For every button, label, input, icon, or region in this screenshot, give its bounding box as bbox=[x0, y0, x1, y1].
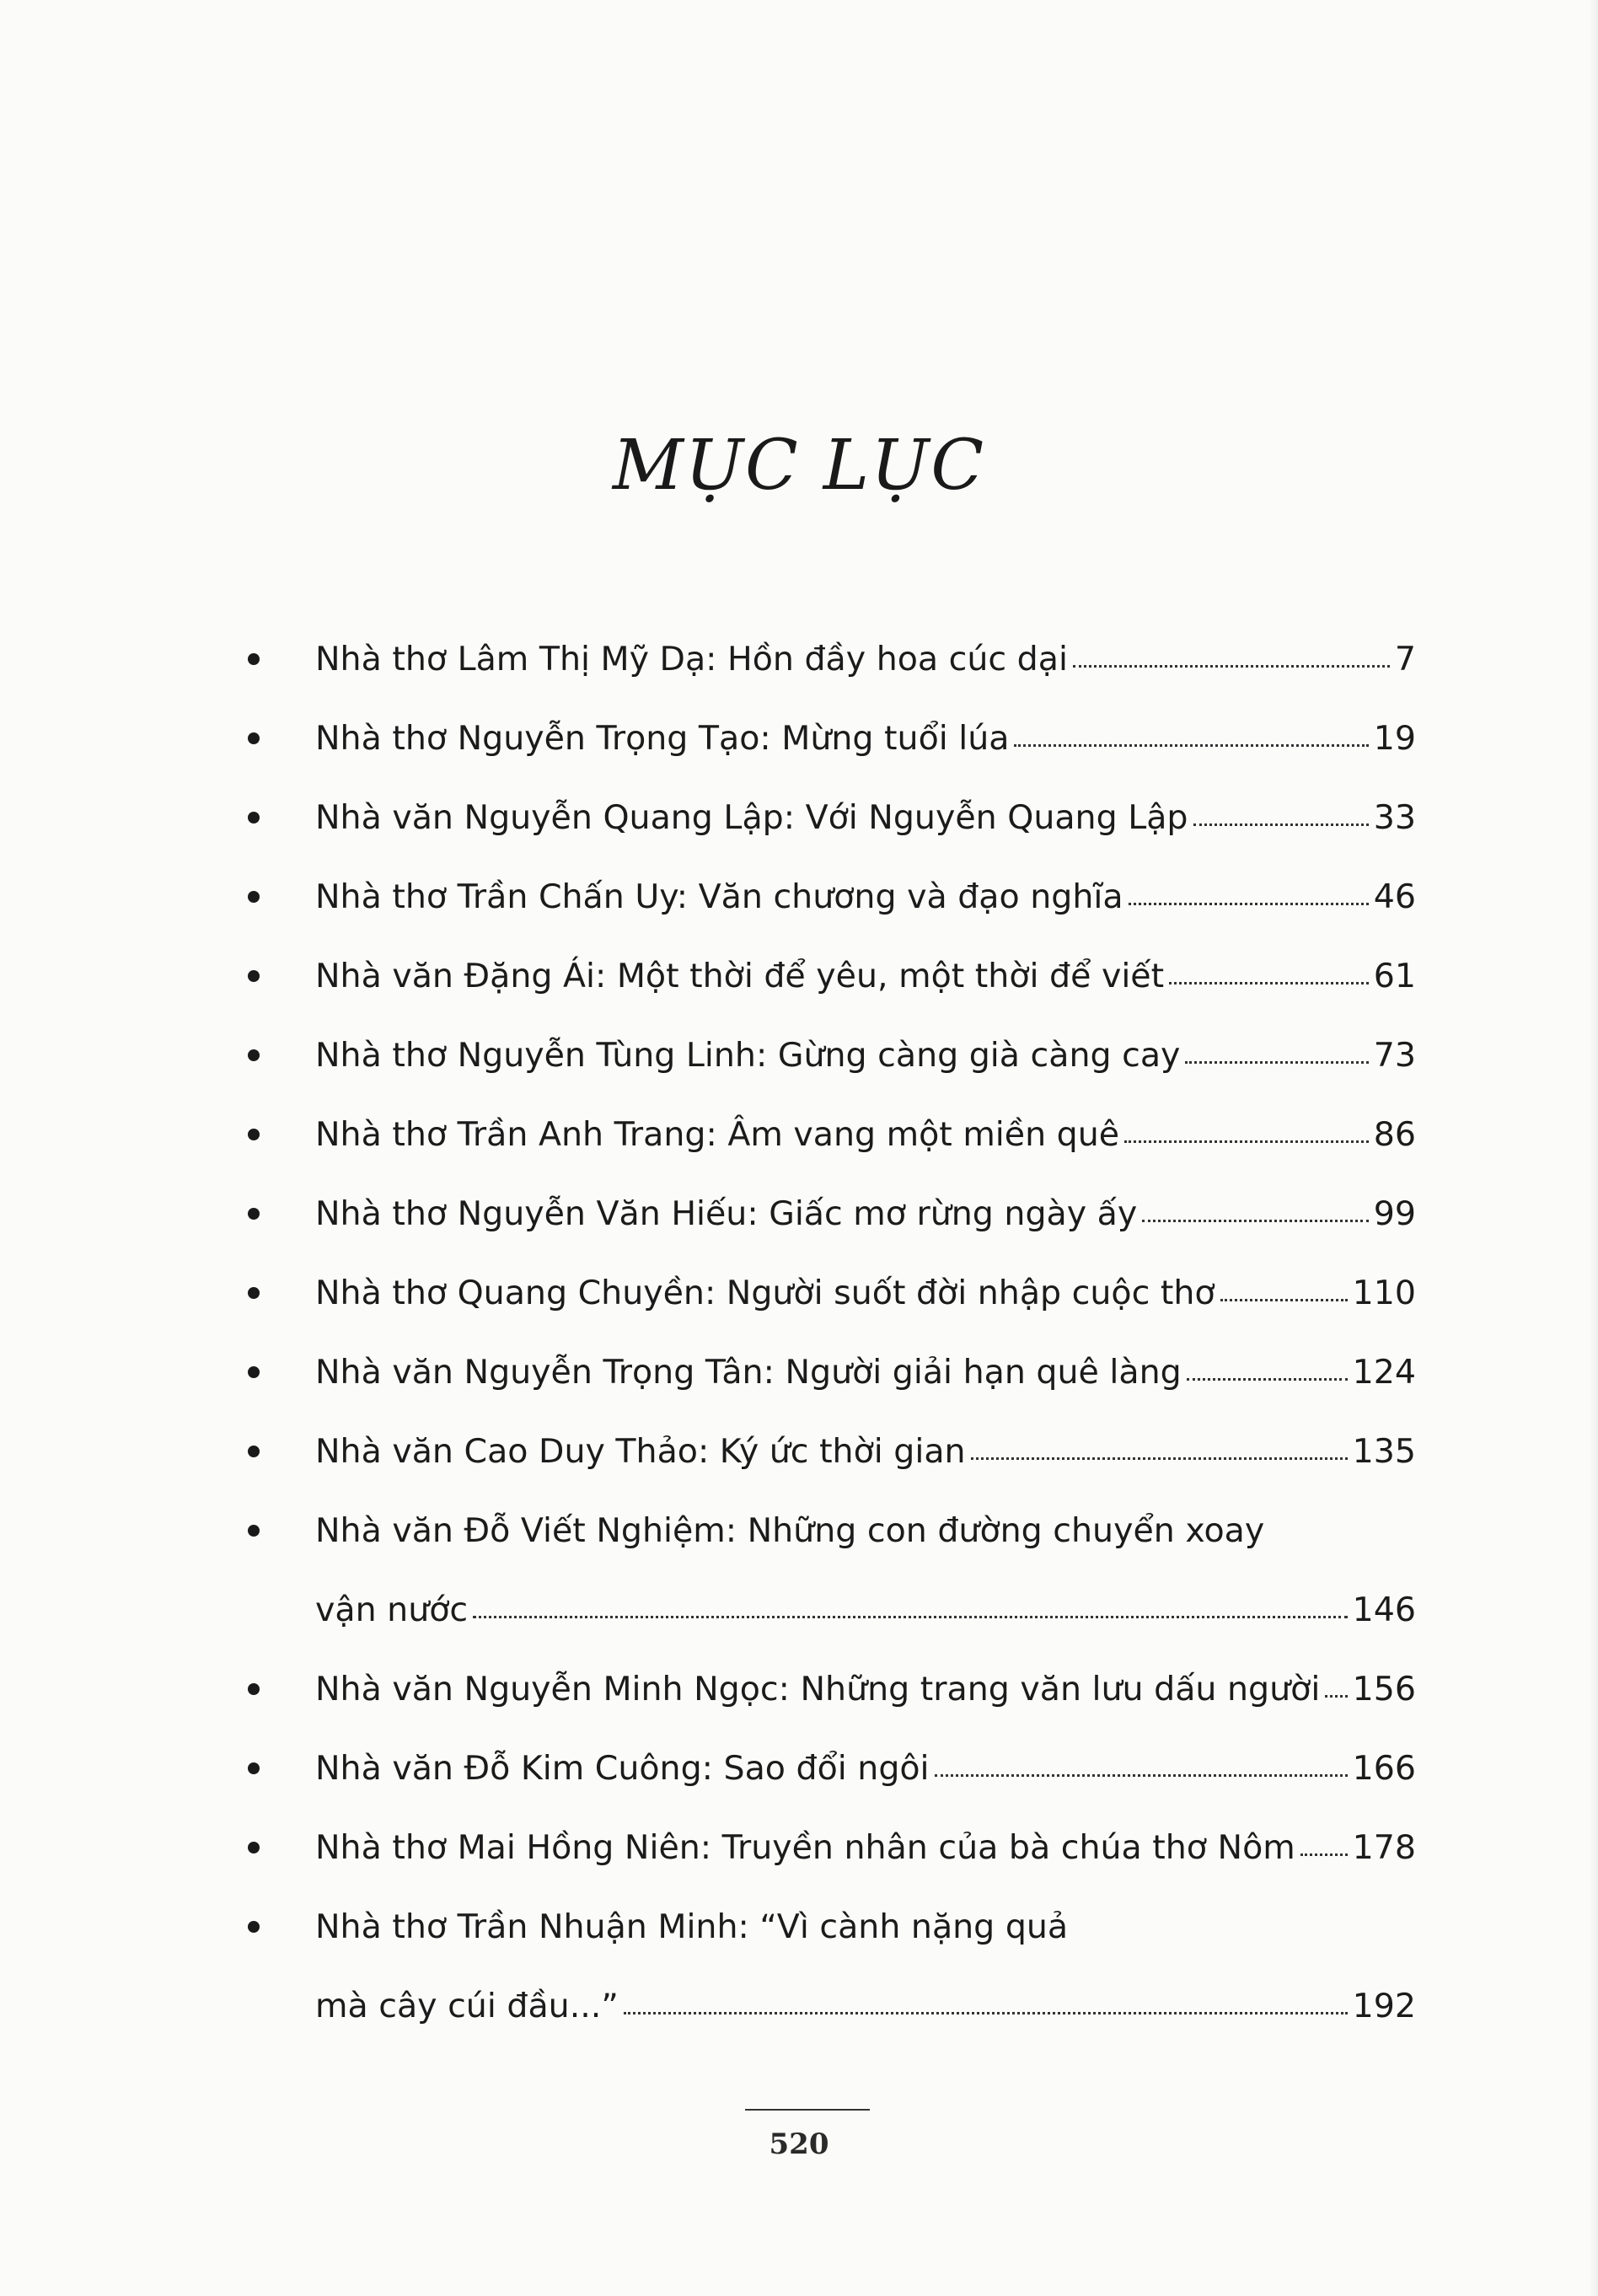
toc-entry bbox=[244, 1253, 1416, 1333]
dot-leader bbox=[1169, 982, 1369, 984]
toc-entry-title: Nhà thơ Mai Hồng Niên: Truyền nhân của bà chúa thơ Nôm bbox=[315, 1828, 1295, 1867]
dot-leader bbox=[971, 1457, 1348, 1460]
dot-leader bbox=[624, 2012, 1348, 2014]
toc-entry-title: Nhà văn Nguyễn Minh Ngọc: Những trang văn lưu dấu người bbox=[315, 1670, 1321, 1709]
toc-entry-title: Nhà thơ Quang Chuyền: Người suốt đời nhập cuộc thơ bbox=[315, 1274, 1215, 1312]
toc-entry bbox=[244, 1808, 1416, 1887]
toc-entry-page: 124 bbox=[1352, 1353, 1416, 1392]
bullet-icon bbox=[248, 1129, 260, 1140]
bullet-icon bbox=[248, 1762, 260, 1774]
toc-entry-title-line1: Nhà thơ Trần Nhuận Minh: “Vì cành nặng quả bbox=[315, 1907, 1069, 1946]
toc-entry-title: Nhà văn Nguyễn Trọng Tân: Người giải hạn quê làng bbox=[315, 1353, 1182, 1392]
toc-entry bbox=[244, 1016, 1416, 1095]
toc-entry-title: Nhà văn Nguyễn Quang Lập: Với Nguyễn Quang Lập bbox=[315, 798, 1188, 837]
toc-entry-title: Nhà thơ Lâm Thị Mỹ Dạ: Hồn đầy hoa cúc dại bbox=[315, 640, 1068, 679]
toc-entry bbox=[244, 936, 1416, 1016]
bullet-icon bbox=[248, 970, 260, 982]
page-edge-shadow bbox=[1590, 0, 1598, 2296]
toc-entry bbox=[244, 1491, 1416, 1650]
toc-entry-page: 178 bbox=[1352, 1828, 1416, 1867]
toc-entry-page: 33 bbox=[1373, 798, 1416, 837]
dot-leader bbox=[1129, 903, 1369, 905]
bullet-icon bbox=[248, 1287, 260, 1299]
toc-entry bbox=[244, 1729, 1416, 1808]
toc-entry bbox=[244, 620, 1416, 699]
toc-entry-page: 7 bbox=[1394, 640, 1416, 679]
toc-entry bbox=[244, 1333, 1416, 1412]
toc-entry-page: 146 bbox=[1352, 1591, 1416, 1629]
toc-entry bbox=[244, 1095, 1416, 1174]
bullet-icon bbox=[248, 1446, 260, 1457]
dot-leader bbox=[1185, 1061, 1368, 1064]
toc-entry bbox=[244, 857, 1416, 936]
toc-entry-title: Nhà thơ Nguyễn Văn Hiếu: Giấc mơ rừng ngày ấy bbox=[315, 1194, 1138, 1233]
toc-entry-page: 99 bbox=[1373, 1194, 1416, 1233]
toc-entry-page: 110 bbox=[1352, 1274, 1416, 1312]
bullet-icon bbox=[248, 732, 260, 744]
bullet-icon bbox=[248, 1683, 260, 1695]
bullet-icon bbox=[248, 1208, 260, 1220]
bullet-icon bbox=[248, 812, 260, 823]
dot-leader bbox=[1124, 1140, 1369, 1143]
toc-entry-title: Nhà văn Đặng Ái: Một thời để yêu, một thời để viết bbox=[315, 957, 1165, 995]
toc-entry-page: 156 bbox=[1352, 1670, 1416, 1709]
footer-rule bbox=[745, 2109, 870, 2111]
toc-entry-title: Nhà văn Đỗ Kim Cuông: Sao đổi ngôi bbox=[315, 1749, 930, 1788]
toc-entry-title: Nhà thơ Trần Chấn Uy: Văn chương và đạo nghĩa bbox=[315, 877, 1123, 916]
dot-leader bbox=[1142, 1220, 1369, 1222]
page-number: 520 bbox=[769, 2127, 829, 2161]
dot-leader bbox=[935, 1774, 1348, 1777]
toc-entry-page: 86 bbox=[1373, 1115, 1416, 1154]
table-of-contents bbox=[244, 620, 1416, 2046]
toc-entry-page: 61 bbox=[1373, 957, 1416, 995]
toc-entry-title: Nhà thơ Nguyễn Trọng Tạo: Mừng tuổi lúa bbox=[315, 719, 1010, 758]
toc-entry-title: Nhà văn Cao Duy Thảo: Ký ức thời gian bbox=[315, 1432, 966, 1471]
toc-entry-page: 19 bbox=[1373, 719, 1416, 758]
toc-entry-title: vận nước bbox=[315, 1591, 469, 1629]
toc-entry-page: 135 bbox=[1352, 1432, 1416, 1471]
toc-entry bbox=[244, 1174, 1416, 1253]
dot-leader bbox=[1073, 665, 1390, 668]
bullet-icon bbox=[248, 1921, 260, 1933]
bullet-icon bbox=[248, 1049, 260, 1061]
toc-entry-page: 73 bbox=[1373, 1036, 1416, 1075]
toc-entry-page: 192 bbox=[1352, 1987, 1416, 2025]
toc-entry bbox=[244, 1412, 1416, 1491]
toc-entry-page: 166 bbox=[1352, 1749, 1416, 1788]
toc-entry bbox=[244, 778, 1416, 857]
toc-entry-title-line1: Nhà văn Đỗ Viết Nghiệm: Những con đường chuyển xoay bbox=[315, 1511, 1265, 1550]
dot-leader bbox=[473, 1616, 1347, 1618]
bullet-icon bbox=[248, 1842, 260, 1853]
dot-leader bbox=[1193, 823, 1369, 826]
toc-entry-title: mà cây cúi đầu...” bbox=[315, 1987, 619, 2025]
page-title: MỤC LỤC bbox=[612, 426, 986, 506]
toc-entry bbox=[244, 1887, 1416, 2046]
dot-leader bbox=[1187, 1378, 1348, 1381]
toc-entry bbox=[244, 1650, 1416, 1729]
bullet-icon bbox=[248, 891, 260, 903]
toc-entry-title: Nhà thơ Trần Anh Trang: Âm vang một miền quê bbox=[315, 1115, 1120, 1154]
toc-entry-page: 46 bbox=[1373, 877, 1416, 916]
toc-entry bbox=[244, 699, 1416, 778]
dot-leader bbox=[1300, 1853, 1348, 1856]
bullet-icon bbox=[248, 1366, 260, 1378]
dot-leader bbox=[1220, 1299, 1348, 1301]
dot-leader bbox=[1325, 1695, 1347, 1698]
toc-entry-title: Nhà thơ Nguyễn Tùng Linh: Gừng càng già càng cay bbox=[315, 1036, 1181, 1075]
bullet-icon bbox=[248, 1525, 260, 1537]
bullet-icon bbox=[248, 653, 260, 665]
dot-leader bbox=[1014, 744, 1368, 747]
